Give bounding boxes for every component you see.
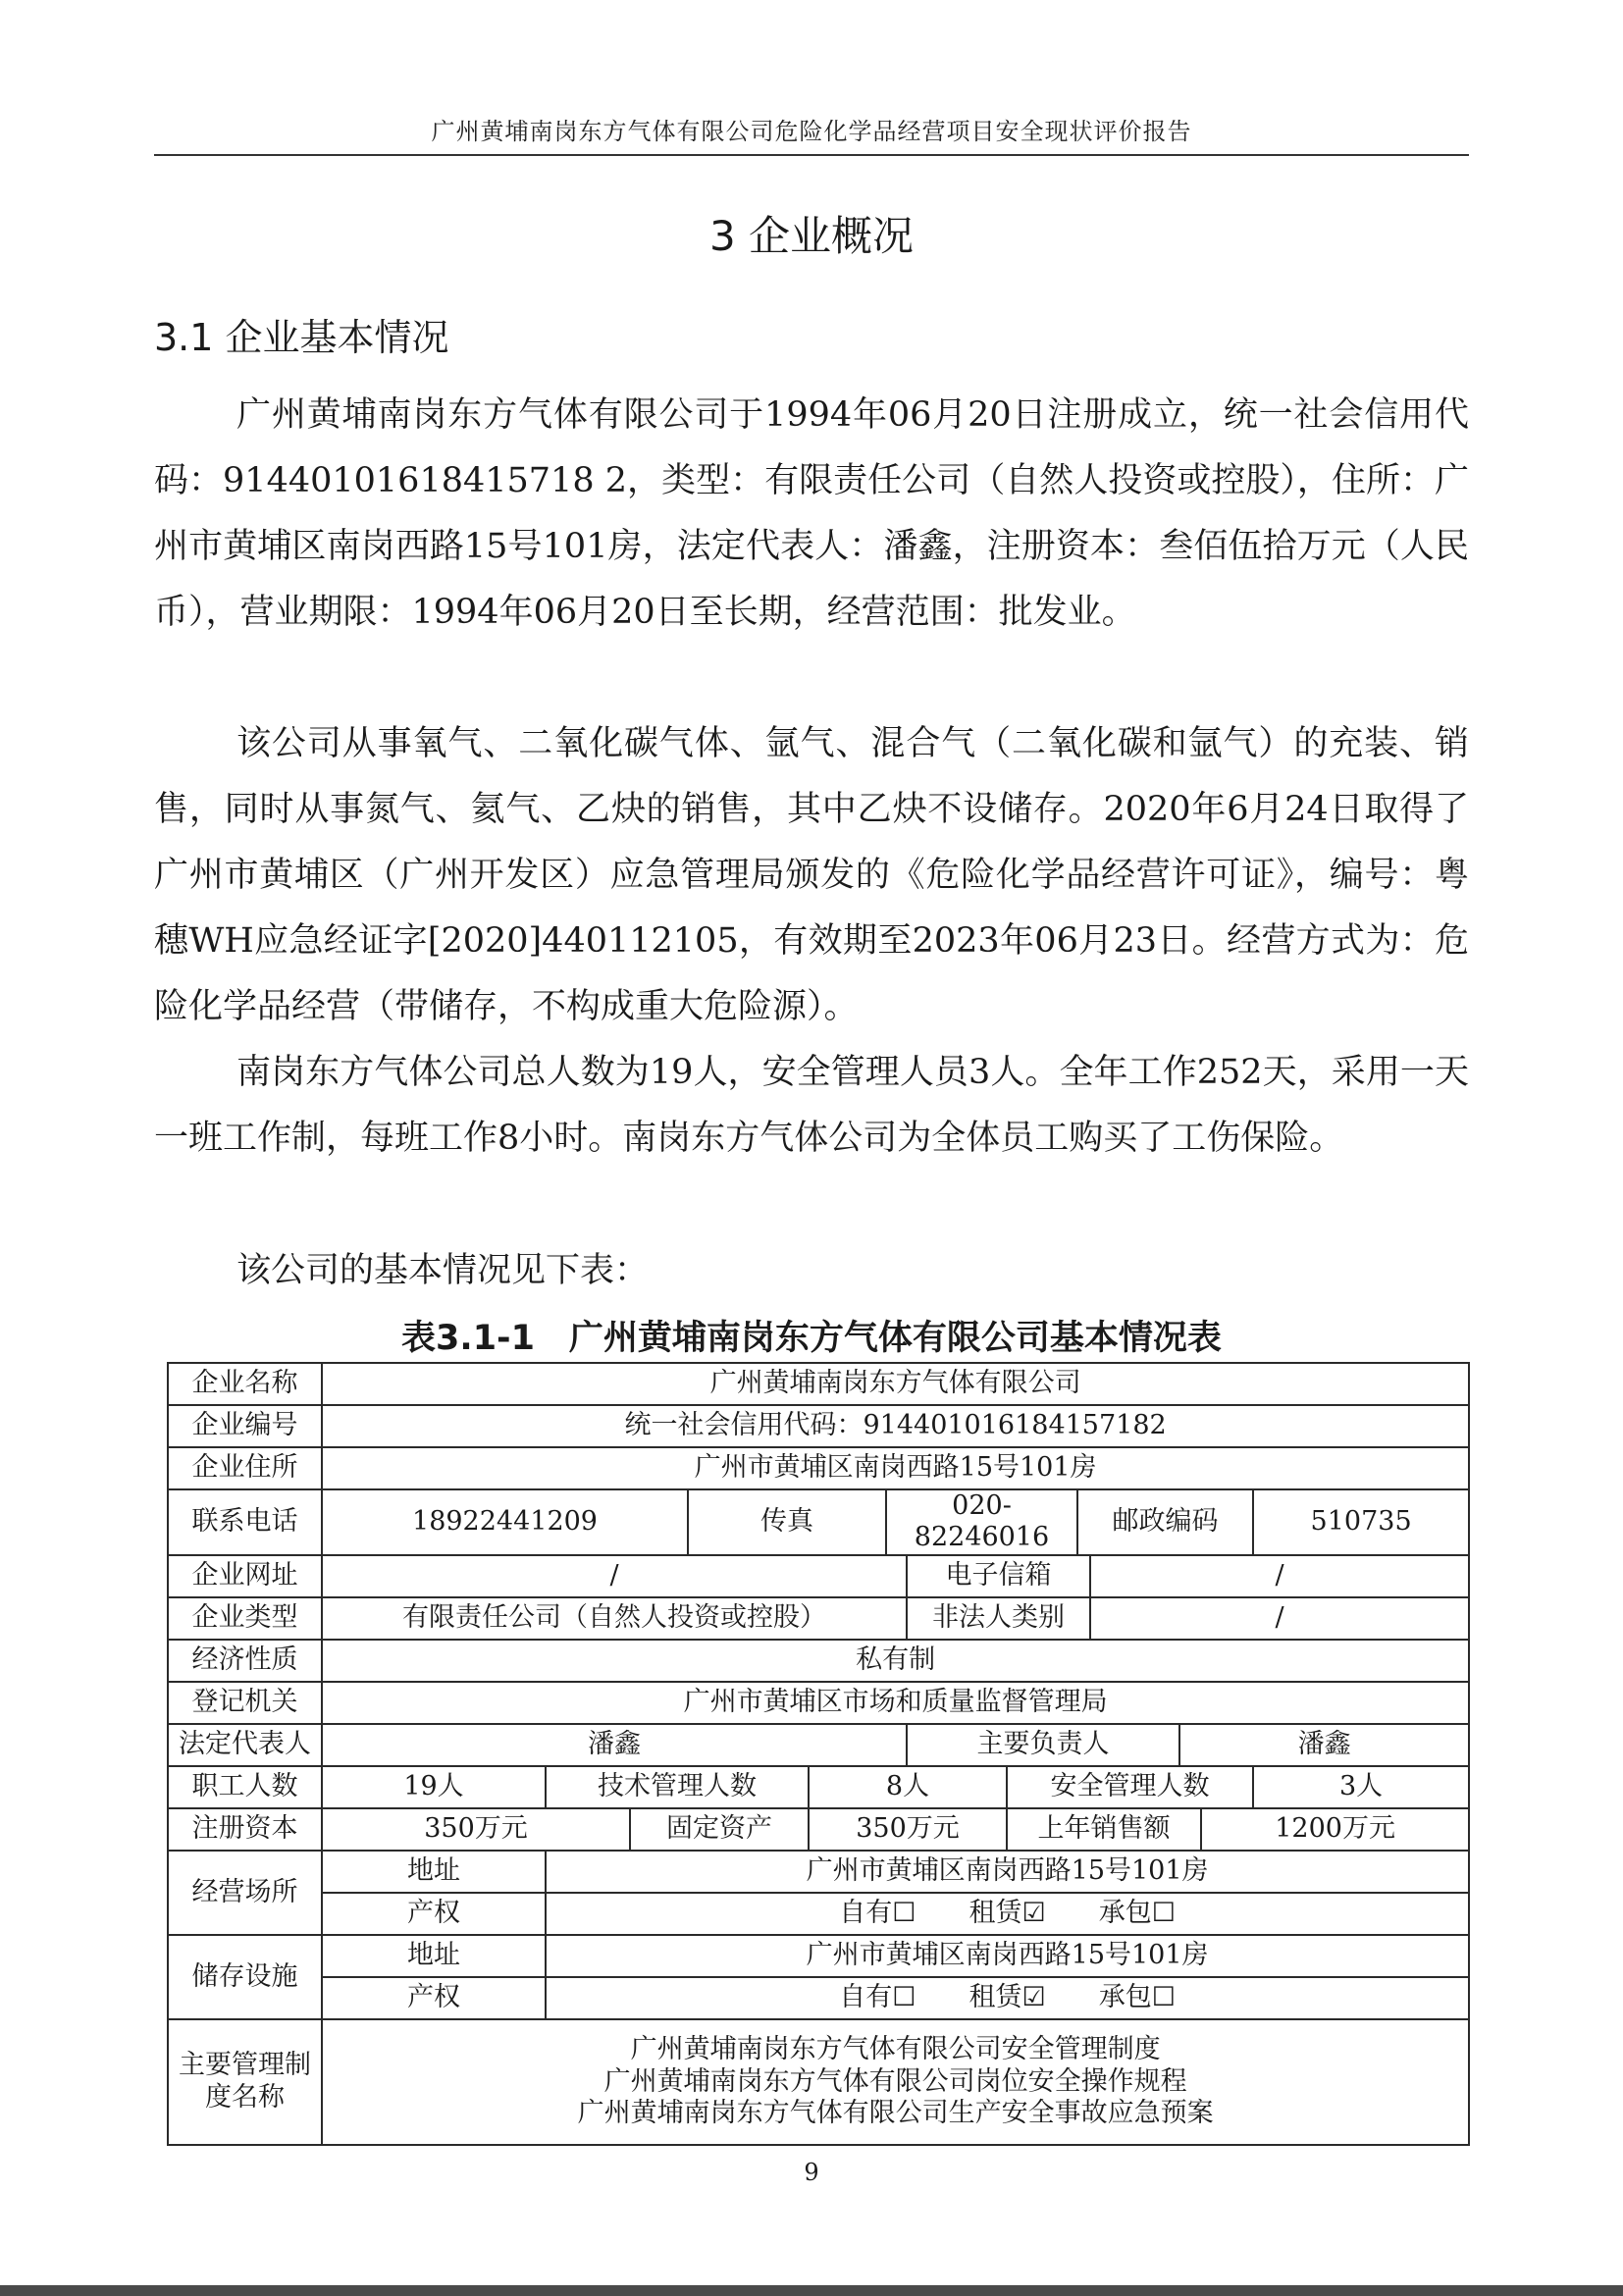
safety-staff-value: 3人 bbox=[1253, 1766, 1469, 1808]
table-row bbox=[168, 1640, 1469, 1682]
fixed-assets-label: 固定资产 bbox=[630, 1808, 809, 1851]
storage-property-label: 产权 bbox=[322, 1977, 546, 2019]
company-id-label: 企业编号 bbox=[168, 1405, 322, 1447]
storage-label: 储存设施 bbox=[168, 1935, 322, 2019]
registrar-label: 登记机关 bbox=[168, 1682, 322, 1724]
capital-value: 350万元 bbox=[322, 1808, 630, 1851]
postcode-value: 510735 bbox=[1253, 1489, 1469, 1555]
staff-value: 19人 bbox=[322, 1766, 546, 1808]
tech-staff-value: 8人 bbox=[809, 1766, 1007, 1808]
website-label: 企业网址 bbox=[168, 1555, 322, 1597]
storage-address-label: 地址 bbox=[322, 1935, 546, 1977]
table-row bbox=[168, 1447, 1469, 1489]
fax-value: 020-82246016 bbox=[886, 1489, 1077, 1555]
rules-value bbox=[322, 2019, 1469, 2145]
table-row bbox=[168, 1935, 1469, 1977]
fixed-assets-value: 350万元 bbox=[809, 1808, 1007, 1851]
email-value: / bbox=[1090, 1555, 1469, 1597]
non-legal-value: / bbox=[1090, 1597, 1469, 1640]
storage-address-value: 广州市黄埔区南岗西路15号101房 bbox=[546, 1935, 1469, 1977]
company-name-label: 企业名称 bbox=[168, 1363, 322, 1405]
table-row bbox=[168, 1851, 1469, 1893]
address-label: 企业住所 bbox=[168, 1447, 322, 1489]
scan-edge bbox=[0, 2285, 1623, 2296]
email-label: 电子信箱 bbox=[907, 1555, 1090, 1597]
chapter-title: 3 企业概况 bbox=[708, 212, 915, 260]
type-label: 企业类型 bbox=[168, 1597, 322, 1640]
table-row bbox=[168, 1893, 1469, 1935]
storage-property-value: 自有☐ 租赁☑ 承包☐ bbox=[546, 1977, 1469, 2019]
rule-item-emergency-plan: 广州黄埔南岗东方气体有限公司生产安全事故应急预案 bbox=[577, 2097, 1214, 2128]
paragraph-business-scope: 该公司从事氧气、二氧化碳气体、氩气、混合气（二氧化碳和氩气）的充装、销售，同时从事氮气、氦气、乙炔的销售，其中乙炔不设储存。2020年6月24日取得了广州市黄埔区（广州开发区）应急管理局颁发的《危险化学品经营许可证》，编号：粤穗WH应急经证字[2020]440112105，有效期至2023年06月23日。经营方式为：危险化学品经营（带储存，不构成重大危险源）。 bbox=[154, 724, 1469, 1026]
table-row bbox=[168, 1682, 1469, 1724]
rule-item-safety-management: 广州黄埔南岗东方气体有限公司安全管理制度 bbox=[630, 2034, 1161, 2065]
table-row bbox=[168, 1808, 1469, 1851]
last-sales-label: 上年销售额 bbox=[1007, 1808, 1201, 1851]
phone-label: 联系电话 bbox=[168, 1489, 322, 1555]
table-row bbox=[168, 1363, 1469, 1405]
table-row bbox=[168, 1489, 1469, 1555]
running-header: 广州黄埔南岗东方气体有限公司危险化学品经营项目安全现状评价报告 bbox=[431, 118, 1192, 145]
premises-property-value: 自有☐ 租赁☑ 承包☐ bbox=[546, 1893, 1469, 1935]
premises-property-label: 产权 bbox=[322, 1893, 546, 1935]
staff-label: 职工人数 bbox=[168, 1766, 322, 1808]
economy-label: 经济性质 bbox=[168, 1640, 322, 1682]
type-value: 有限责任公司（自然人投资或控股） bbox=[322, 1597, 907, 1640]
table-row bbox=[168, 1766, 1469, 1808]
safety-staff-label: 安全管理人数 bbox=[1007, 1766, 1253, 1808]
premises-address-label: 地址 bbox=[322, 1851, 546, 1893]
company-info-table bbox=[167, 1362, 1470, 2146]
table-row bbox=[168, 1977, 1469, 2019]
table-row bbox=[168, 1597, 1469, 1640]
section-title: 3.1 企业基本情况 bbox=[154, 316, 449, 359]
rule-item-operation-procedures: 广州黄埔南岗东方气体有限公司岗位安全操作规程 bbox=[603, 2065, 1187, 2097]
economy-value: 私有制 bbox=[322, 1640, 1469, 1682]
table-row bbox=[168, 1405, 1469, 1447]
legal-rep-value: 潘鑫 bbox=[322, 1724, 907, 1766]
premises-address-value: 广州市黄埔区南岗西路15号101房 bbox=[546, 1851, 1469, 1893]
rules-label: 主要管理制度名称 bbox=[168, 2019, 322, 2145]
postcode-label: 邮政编码 bbox=[1077, 1489, 1253, 1555]
fax-label: 传真 bbox=[688, 1489, 886, 1555]
table-row bbox=[168, 1555, 1469, 1597]
table-row bbox=[168, 1724, 1469, 1766]
website-value: / bbox=[322, 1555, 907, 1597]
address-value: 广州市黄埔区南岗西路15号101房 bbox=[322, 1447, 1469, 1489]
page-number: 9 bbox=[804, 2159, 819, 2186]
premises-label: 经营场所 bbox=[168, 1851, 322, 1935]
registrar-value: 广州市黄埔区市场和质量监督管理局 bbox=[322, 1682, 1469, 1724]
phone-value: 18922441209 bbox=[322, 1489, 688, 1555]
header-rule bbox=[154, 154, 1469, 156]
tech-staff-label: 技术管理人数 bbox=[546, 1766, 809, 1808]
table-caption: 表3.1-1 广州黄埔南岗东方气体有限公司基本情况表 bbox=[401, 1319, 1222, 1358]
capital-label: 注册资本 bbox=[168, 1808, 322, 1851]
legal-rep-label: 法定代表人 bbox=[168, 1724, 322, 1766]
principal-label: 主要负责人 bbox=[907, 1724, 1179, 1766]
paragraph-company-registration: 广州黄埔南岗东方气体有限公司于1994年06月20日注册成立，统一社会信用代码：91440101618415718 2，类型：有限责任公司（自然人投资或控股），住所：广州市黄埔区南岗西路15号101房，法定代表人：潘鑫，注册资本：叁佰伍拾万元（人民币），营业期限：1994年06月20日至长期，经营范围：批发业。 bbox=[154, 395, 1469, 632]
paragraph-staffing: 南岗东方气体公司总人数为19人，安全管理人员3人。全年工作252天，采用一天一班工作制，每班工作8小时。南岗东方气体公司为全体员工购买了工伤保险。 bbox=[154, 1053, 1469, 1158]
principal-value: 潘鑫 bbox=[1179, 1724, 1469, 1766]
company-id-value: 统一社会信用代码：914401016184157182 bbox=[322, 1405, 1469, 1447]
table-row bbox=[168, 2019, 1469, 2145]
company-name-value: 广州黄埔南岗东方气体有限公司 bbox=[322, 1363, 1469, 1405]
paragraph-table-intro: 该公司的基本情况见下表： bbox=[236, 1251, 650, 1290]
last-sales-value: 1200万元 bbox=[1201, 1808, 1469, 1851]
non-legal-label: 非法人类别 bbox=[907, 1597, 1090, 1640]
